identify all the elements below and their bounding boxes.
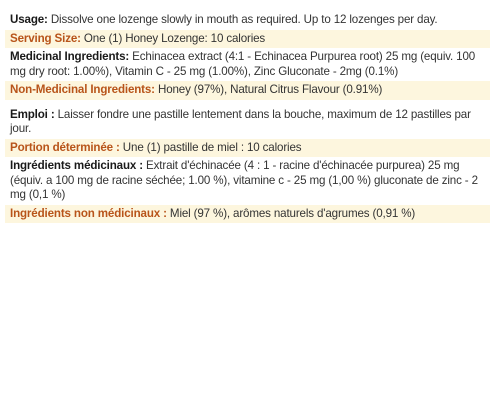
- ingredients-non-medicinaux-value: Miel (97 %), arômes naturels d'agrumes (0,91 %): [166, 206, 416, 220]
- serving-size-label: Serving Size:: [10, 31, 81, 45]
- serving-size-value: One (1) Honey Lozenge: 10 calories: [80, 31, 266, 45]
- usage-value: Dissolve one lozenge slowly in mouth as required. Up to 12 lozenges per day.: [47, 13, 438, 26]
- non-medicinal-ingredients-label: Non-Medicinal Ingredients:: [10, 83, 155, 96]
- non-medicinal-ingredients-value: Honey (97%), Natural Citrus Flavour (0.91%): [154, 83, 383, 96]
- ingredients-medicinaux-value: Extrait d'échinacée (4 : 1 - racine d'échinacée purpurea) 25 mg (équiv. a 100 mg de racine séchée; 1.00 %), vitamine c - 25 mg (1,00 %) gluconate de zinc - 2 mg (0,1 %): [10, 159, 478, 201]
- portion-determinee-value: Une (1) pastille de miel : 10 calories: [119, 140, 302, 154]
- emploi-row: [5, 106, 490, 139]
- portion-determinee-row: [5, 139, 490, 158]
- usage-row: [5, 11, 490, 30]
- ingredients-non-medicinaux-row: [5, 205, 490, 224]
- product-label-panel: [5, 11, 490, 223]
- ingredients-non-medicinaux-label: Ingrédients non médicinaux :: [10, 206, 167, 220]
- non-medicinal-ingredients-row: [5, 81, 490, 100]
- medicinal-ingredients-label: Medicinal Ingredients:: [10, 50, 130, 63]
- usage-label: Usage:: [10, 13, 48, 26]
- medicinal-ingredients-value: Echinacea extract (4:1 - Echinacea Purpurea root) 25 mg (equiv. 100 mg dry root: 1.00%), Vitamin C - 25 mg (1.00%), Zinc Gluconate - 2mg (0.1%): [10, 50, 476, 78]
- ingredients-medicinaux-row: [5, 157, 490, 205]
- ingredients-medicinaux-label: Ingrédients médicinaux :: [10, 159, 143, 172]
- medicinal-ingredients-row: [5, 48, 490, 81]
- emploi-value: Laisser fondre une pastille lentement dans la bouche, maximum de 12 pastilles par jour.: [10, 107, 471, 135]
- emploi-label: Emploi :: [10, 107, 55, 121]
- serving-size-row: [5, 30, 490, 49]
- portion-determinee-label: Portion déterminée :: [10, 140, 120, 154]
